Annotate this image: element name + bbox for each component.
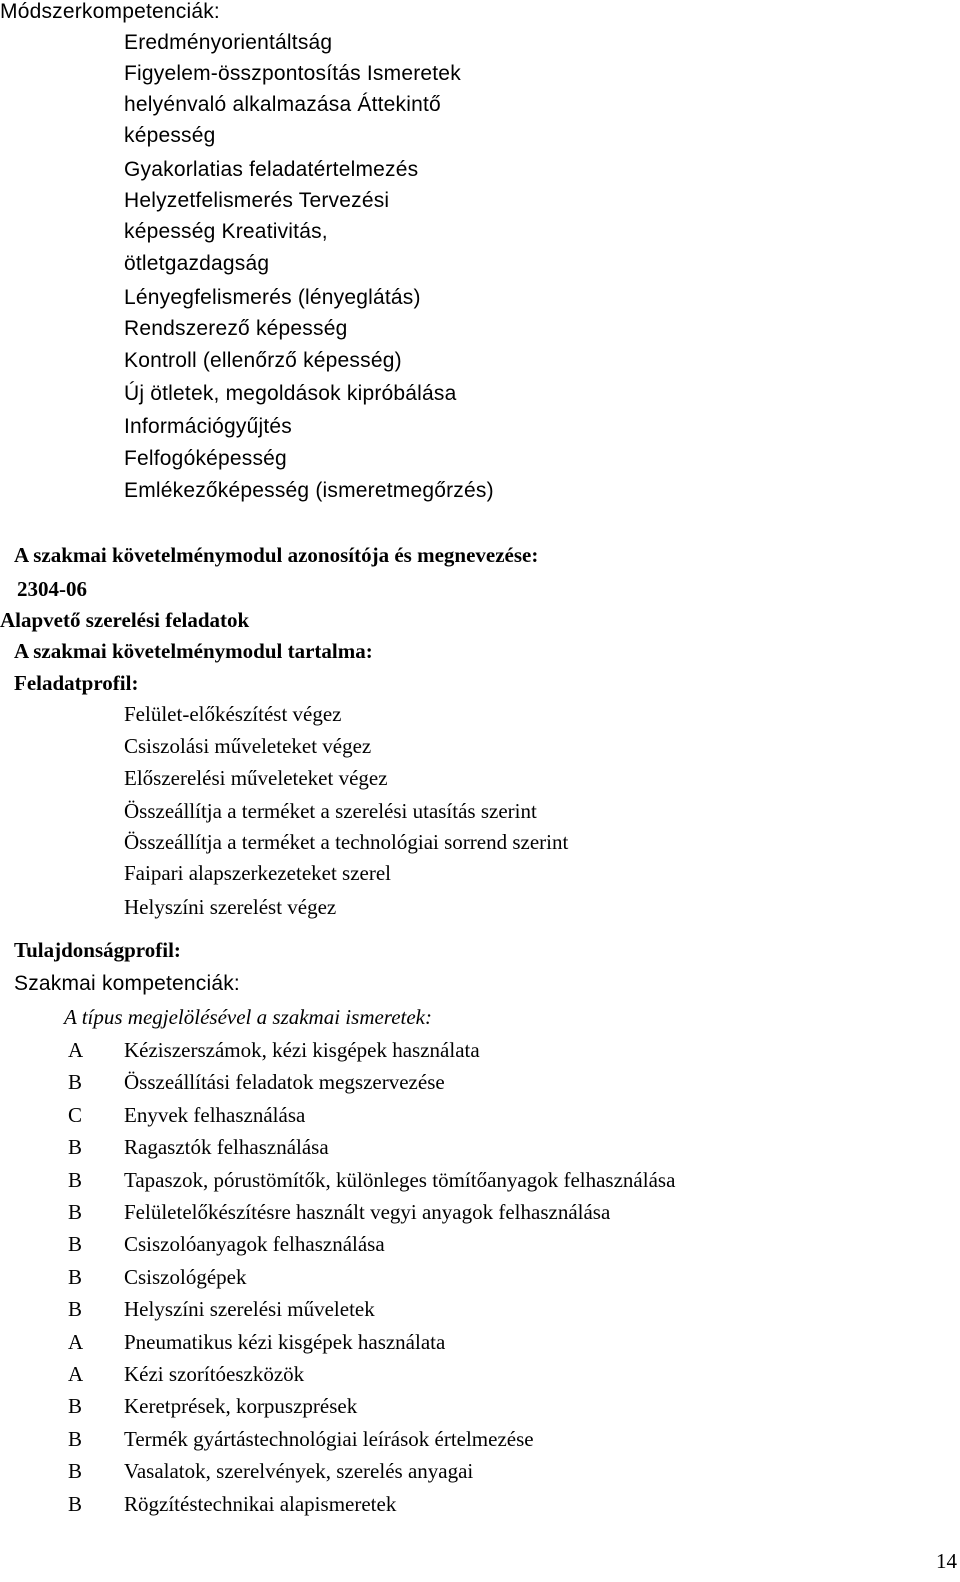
knowledge-type: B xyxy=(68,1459,83,1483)
knowledge-item: Csiszolóanyagok felhasználása xyxy=(124,1232,385,1256)
method-item: Új ötletek, megoldások kipróbálása xyxy=(124,382,457,405)
method-item: Helyzetfelismerés Tervezési xyxy=(124,189,390,212)
knowledge-type: B xyxy=(68,1135,83,1159)
knowledge-item: Helyszíni szerelési műveletek xyxy=(124,1297,375,1321)
knowledge-item: Összeállítási feladatok megszervezése xyxy=(124,1070,445,1094)
knowledge-type: A xyxy=(68,1330,84,1354)
module-content-heading: A szakmai követelménymodul tartalma: xyxy=(14,639,373,663)
method-item: Rendszerező képesség xyxy=(124,317,348,340)
method-competencies-title: Módszerkompetenciák: xyxy=(0,0,220,23)
knowledge-type: B xyxy=(68,1232,83,1256)
knowledge-type: A xyxy=(68,1362,84,1386)
method-item: képesség Kreativitás, xyxy=(124,220,328,243)
method-item: képesség xyxy=(124,124,216,147)
method-item: Kontroll (ellenőrző képesség) xyxy=(124,349,402,372)
task-item: Összeállítja a terméket a szerelési utasítás szerint xyxy=(124,799,537,823)
professional-competencies-label: Szakmai kompetenciák: xyxy=(14,972,240,995)
knowledge-type: A xyxy=(68,1038,84,1062)
knowledge-type: B xyxy=(68,1200,83,1224)
knowledge-type: C xyxy=(68,1103,83,1127)
method-item: Eredményorientáltság xyxy=(124,31,333,54)
knowledge-type: B xyxy=(68,1297,83,1321)
method-item: Információgyűjtés xyxy=(124,415,292,438)
knowledge-item: Enyvek felhasználása xyxy=(124,1103,306,1127)
module-code: 2304-06 xyxy=(17,577,87,601)
knowledge-type: B xyxy=(68,1394,83,1418)
method-item: ötletgazdagság xyxy=(124,252,270,275)
task-item: Faipari alapszerkezeteket szerel xyxy=(124,861,392,885)
task-item: Csiszolási műveleteket végez xyxy=(124,734,372,758)
knowledge-type: B xyxy=(68,1492,83,1516)
method-item: Emlékezőképesség (ismeretmegőrzés) xyxy=(124,479,494,502)
property-profile-heading: Tulajdonságprofil: xyxy=(14,938,181,962)
knowledge-item: Pneumatikus kézi kisgépek használata xyxy=(124,1330,446,1354)
knowledge-item: Csiszológépek xyxy=(124,1265,247,1289)
method-item: Figyelem-összpontosítás Ismeretek xyxy=(124,62,461,85)
page-number: 14 xyxy=(936,1549,957,1573)
knowledge-item: Vasalatok, szerelvények, szerelés anyagai xyxy=(124,1459,474,1483)
task-item: Előszerelési műveleteket végez xyxy=(124,766,388,790)
task-item: Helyszíni szerelést végez xyxy=(124,895,337,919)
method-item: helyénvaló alkalmazása Áttekintő xyxy=(124,93,441,116)
knowledge-item: Termék gyártástechnológiai leírások értelmezése xyxy=(124,1427,534,1451)
task-profile-heading: Feladatprofil: xyxy=(14,671,139,695)
knowledge-type: B xyxy=(68,1168,83,1192)
module-id-heading: A szakmai követelménymodul azonosítója és megnevezése: xyxy=(14,543,539,567)
type-note: A típus megjelölésével a szakmai ismeretek: xyxy=(64,1005,432,1029)
task-item: Felület-előkészítést végez xyxy=(124,702,342,726)
module-name: Alapvető szerelési feladatok xyxy=(0,608,250,632)
knowledge-item: Kéziszerszámok, kézi kisgépek használata xyxy=(124,1038,480,1062)
knowledge-item: Tapaszok, pórustömítők, különleges tömítőanyagok felhasználása xyxy=(124,1168,676,1192)
task-item: Összeállítja a terméket a technológiai sorrend szerint xyxy=(124,830,569,854)
method-item: Gyakorlatias feladatértelmezés xyxy=(124,158,419,181)
method-item: Lényegfelismerés (lényeglátás) xyxy=(124,286,421,309)
knowledge-type: B xyxy=(68,1070,83,1094)
knowledge-item: Rögzítéstechnikai alapismeretek xyxy=(124,1492,397,1516)
method-item: Felfogóképesség xyxy=(124,447,287,470)
knowledge-item: Keretprések, korpuszprések xyxy=(124,1394,358,1418)
knowledge-item: Felületelőkészítésre használt vegyi anyagok felhasználása xyxy=(124,1200,611,1224)
knowledge-item: Kézi szorítóeszközök xyxy=(124,1362,305,1386)
knowledge-item: Ragasztók felhasználása xyxy=(124,1135,329,1159)
knowledge-type: B xyxy=(68,1265,83,1289)
knowledge-type: B xyxy=(68,1427,83,1451)
